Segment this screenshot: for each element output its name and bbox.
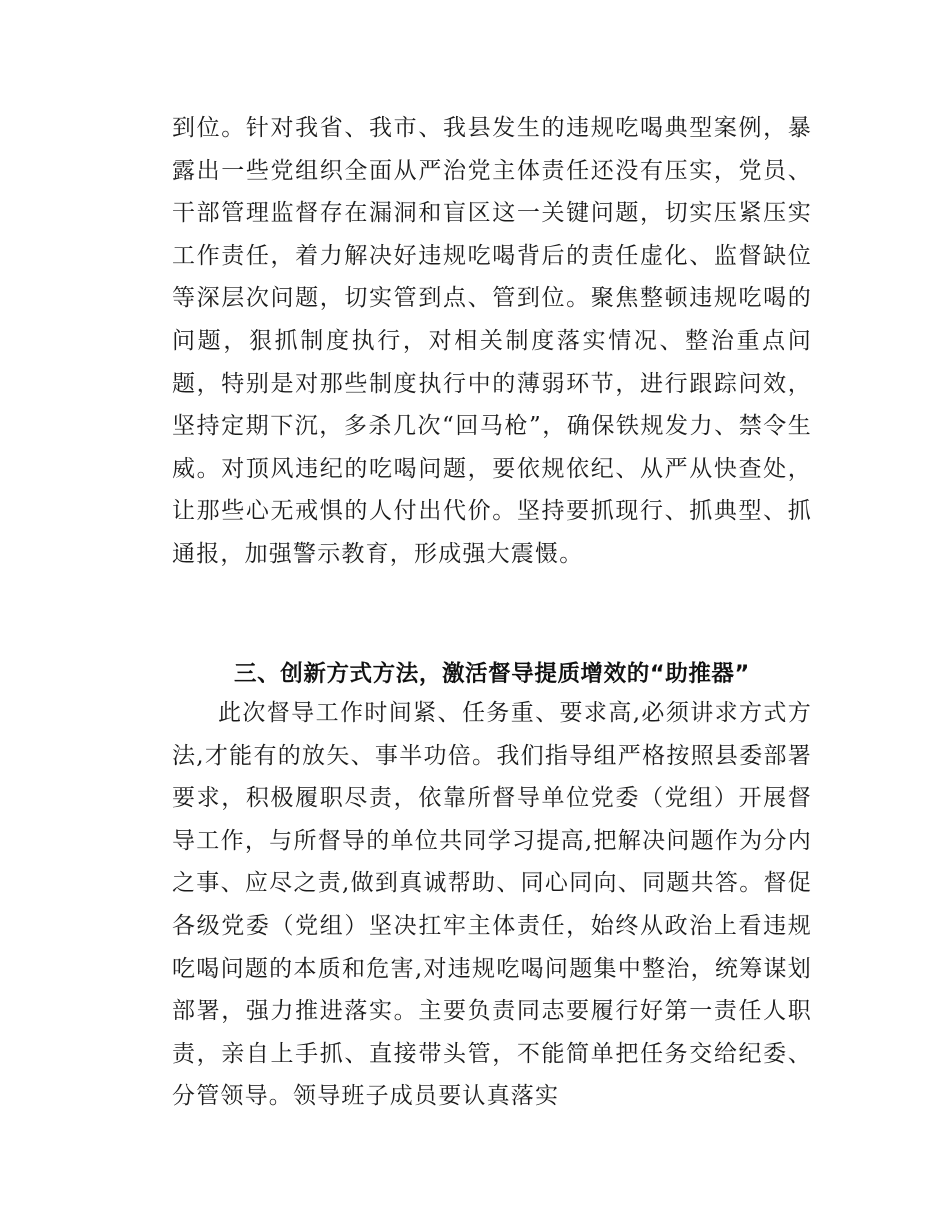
body-paragraph-continued: 到位。针对我省、我市、我县发生的违规吃喝典型案例，暴露出一些党组织全面从严治党主体责任还没有压实，党员、干部管理监督存在漏洞和盲区这一关键问题，切实压紧压实工作责任，着力解决好违规吃喝背后的责任虚化、监督缺位等深层次问题，切实管到点、管到位。聚焦整顿违规吃喝的问题，狠抓制度执行，对相关制度落实情况、整治重点问题，特别是对那些制度执行中的薄弱环节，进行跟踪问效，坚持定期下沉，多杀几次“回马枪”，确保铁规发力、禁令生威。对顶风违纪的吃喝问题，要依规依纪、从严从快查处，让那些心无戒惧的人付出代价。坚持要抓现行、抓典型、抓通报，加强警示教育，形成强大震慑。	[172, 115, 812, 567]
section-heading-3: 三、创新方式方法，激活督导提质增效的“助推器”	[234, 660, 750, 687]
body-paragraph-section-3: 此次督导工作时间紧、任务重、要求高,必须讲求方式方法,才能有的放矢、事半功倍。我们指导组严格按照县委部署要求，积极履职尽责，依靠所督导单位党委（党组）开展督导工作，与所督导的单位共同学习提高,把解决问题作为分内之事、应尽之责,做到真诚帮助、同心同向、同题共答。督促各级党委（党组）坚决扛牢主体责任，始终从政治上看违规吃喝问题的本质和危害,对违规吃喝问题集中整治，统筹谋划部署，强力推进落实。主要负责同志要履行好第一责任人职责，亲自上手抓、直接带头管，不能简单把任务交给纪委、分管领导。领导班子成员要认真落实	[172, 700, 812, 1110]
